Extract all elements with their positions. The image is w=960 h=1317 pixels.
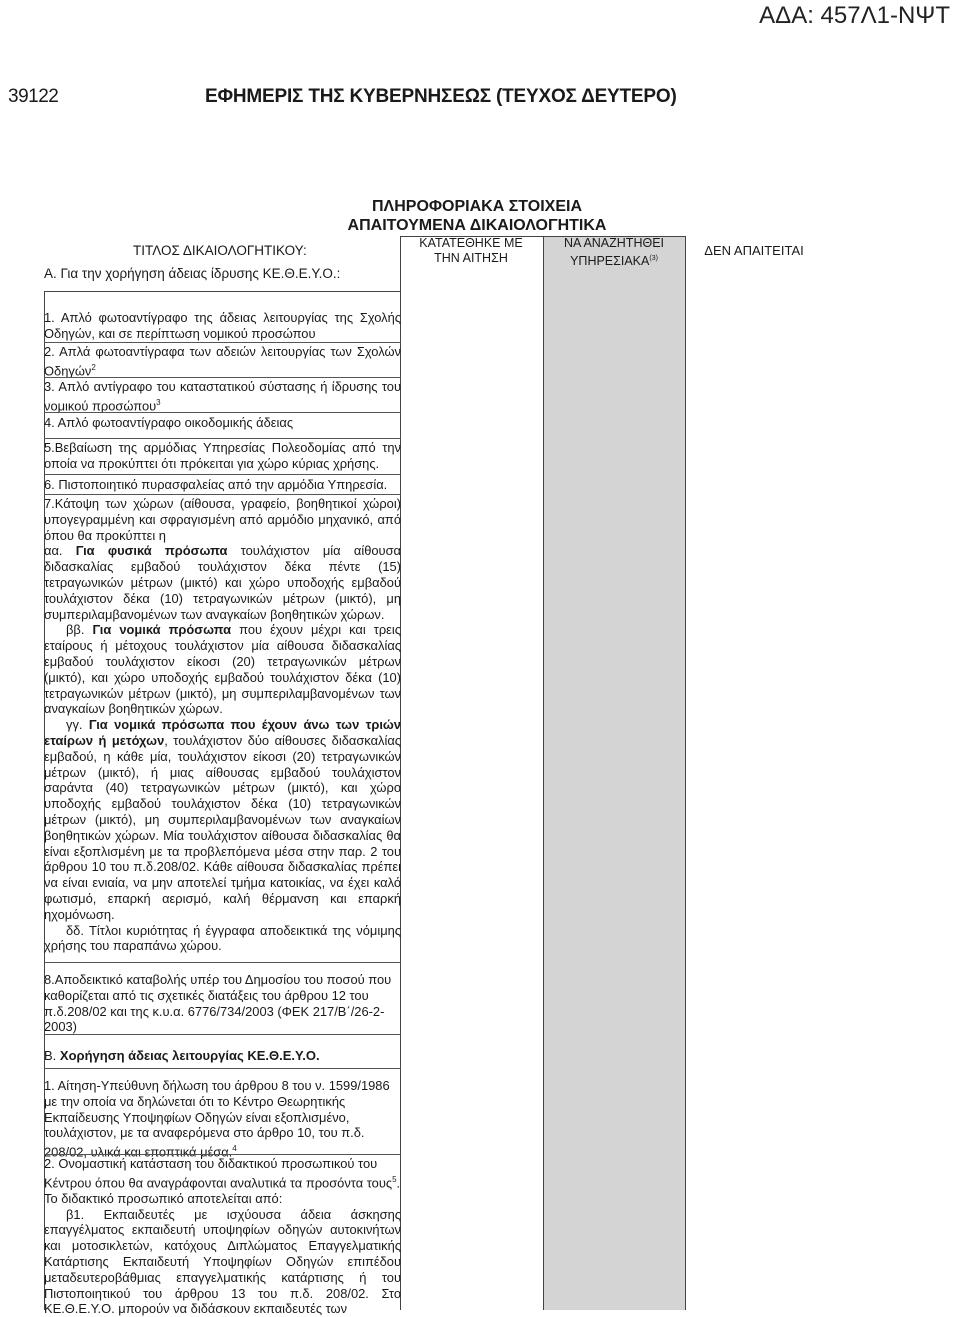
item-7-dd: δδ. Τίτλοι κυριότητας ή έγγραφα αποδεικτικά της νόμιμης χρήσης του παραπάνω χώρου. — [44, 922, 401, 954]
item-8: 8.Αποδεικτικό καταβολής υπέρ του Δημοσίου του ποσού που καθορίζεται από τις σχετικές διατάξεις του άρθρου 12 του π.δ.208/02 και της κ.υ.α. 6776/734/2003 (ΦΕΚ 217/Β΄/26-2-2003) — [44, 972, 392, 1035]
table-title-1: ΠΛΗΡΟΦΟΡΙΑΚΑ ΣΤΟΙΧΕΙΑ — [371, 198, 583, 215]
journal-title: ΕΦΗΜΕΡΙΣ ΤΗΣ ΚΥΒΕΡΝΗΣΕΩΣ (ΤΕΥΧΟΣ ΔΕΥΤΕΡΟ) — [205, 86, 677, 107]
column-submitted-header: ΚΑΤΑΤΕΘΗΚΕ ΜΕ ΤΗΝ ΑΙΤΗΣΗ — [419, 236, 523, 265]
column-title-header: ΤΙΤΛΟΣ ΔΙΚΑΙΟΛΟΓΗΤΙΚΟΥ: — [133, 243, 307, 258]
row-divider — [44, 1034, 401, 1035]
item-4: 4. Απλό φωτοαντίγραφο οικοδομικής άδειας — [44, 415, 294, 430]
item-1: 1. Απλό φωτοαντίγραφο της άδειας λειτουργίας της Σχολής Οδηγών, και σε περίπτωση νομικού προσώπου — [44, 310, 401, 341]
item-7: 7.Κάτοψη των χώρων (αίθουσα, γραφείο, βοηθητικοί χώροι) υπογεγραμμένη και σφραγισμένη από αρμόδιο μηχανικό, από όπου θα προκύπτει η αα. Για φυσικά πρόσωπα τουλάχιστον μία αίθουσα διδασκαλίας εμβαδού τουλάχιστον δέκα πέντε (15) τετραγωνικών μέτρων (μικτό) και χώρο υποδοχής εμβαδού τουλάχιστον δέκα (10) τετραγωνικών μέτρων (μικτό), μη συμπεριλαμβανομένων των αναγκαίων βοηθητικών χώρων. ββ. Για νομικά πρόσωπα που έχουν μέχρι και τρεις εταίρους ή μέτοχους τουλάχιστον μία αίθουσα διδασκαλίας εμβαδού τουλάχιστον είκοσι (20) τετραγωνικών μέτρων (μικτό), και χώρο υποδοχής εμβαδού τουλάχιστον δέκα (10) τετραγωνικών μέτρων (μικτό), μη συμπεριλαμβανομένων των αναγκαίων βοηθητικών χώρων. γγ. Για νομικά πρόσωπα που έχουν άνω των τριών εταίρων ή μετόχων, τουλάχιστον δύο αίθουσες διδασκαλίας εμβαδού, η κάθε μία, τουλάχιστον είκοσι (20) τετραγωνικών μέτρων (μικτό), ή μιας αίθουσας εμβαδού τουλάχιστον σαράντα (40) τετραγωνικών μέτρων (μικτό), και χώρο υποδοχής εμβαδού τουλάχιστον δέκα (10) τετραγωνικών μέτρων (μικτό), μη συμπεριλαμβανομένων των αναγκαίων βοηθητικών χώρων. Μία τουλάχιστον αίθουσα διδασκαλίας θα είναι εξοπλισμένη με τα προβλεπόμενα μέσα στην παρ. 2 του άρθρου 10 του π.δ.208/02. Κάθε αίθουσα διδασκαλίας πρέπει να είναι ενιαία, να μην αποτελεί τμήμα κατοικίας, να έχει καλό φωτισμό, επαρκή αερισμό, καλή θέρμανση και επαρκή ηχομόνωση. δδ. Τίτλοι κυριότητας ή έγγραφα αποδεικτικά της νόμιμης χρήσης του παραπάνω χώρου. — [44, 496, 402, 954]
item-2: 2. Απλά φωτοαντίγραφα των αδειών λειτουργίας των Σχολών Οδηγών$^2$ — [44, 344, 401, 379]
item-3: 3. Απλό αντίγραφο του καταστατικού σύστασης ή ίδρυσης του νομικού προσώπου$^3$ — [44, 379, 401, 414]
searched-column-shade-body — [543, 310, 685, 1310]
row-divider — [44, 342, 401, 343]
item-7-gg: γγ. Για νομικά πρόσωπα που έχουν άνω των τριών εταίρων ή μετόχων, τουλάχιστον δύο αίθουσες διδασκαλίας εμβαδού, η κάθε μία, τουλάχιστον είκοσι (20) τετραγωνικών μέτρων (μικτό), ή μιας αίθουσας εμβαδού τουλάχιστον σαράντα (40) τετραγωνικών μέτρων (μικτό), και χώρο υποδοχής εμβαδού τουλάχιστον δέκα (10) τετραγωνικών μέτρων (μικτό), μη συμπεριλαμβανομένων των αναγκαίων βοηθητικών χώρων. Μία τουλάχιστον αίθουσα διδασκαλίας θα είναι εξοπλισμένη με τα προβλεπόμενα μέσα στην παρ. 2 του άρθρου 10 του π.δ.208/02. Κάθε αίθουσα διδασκαλίας πρέπει να είναι ενιαία, να μην αποτελεί τμήμα κατοικίας, να έχει καλό φωτισμό, επαρκή αερισμό, καλή θέρμανση και επαρκή ηχομόνωση. — [44, 717, 402, 922]
row-divider — [44, 438, 401, 439]
item-5: 5.Βεβαίωση της αρμόδιας Υπηρεσίας Πολεοδομίας από την οποία να προκύπτει ότι πρόκειται για χώρο κύριας χρήσης. — [44, 440, 401, 471]
column-searched-header: ΝΑ ΑΝΑΖΗΤΗΘΕΙ ΥΠΗΡΕΣΙΑΚΑ$^{(3)}$ — [563, 236, 665, 269]
ada-code: ΑΔΑ: 457Λ1-ΝΨΤ — [759, 2, 950, 29]
row-divider — [44, 412, 401, 413]
row-divider — [44, 377, 401, 378]
section-a-heading: Α. Για την χορήγηση άδειας ίδρυσης ΚΕ.Θ.Ε.Υ.Ο.: — [44, 266, 341, 281]
b-item-1: 1. Αίτηση-Υπεύθυνη δήλωση του άρθρου 8 του ν. 1599/1986 με την οποία να δηλώνεται ότι το Κέντρο Θεωρητικής Εκπαίδευσης Υποψηφίων Οδηγών είναι εξοπλισμένο, τουλάχιστον, με τα αναφερόμενα στο άρθρο 10, του π.δ. 208/02, υλικά και εποπτικά μέσα.$^4$ — [44, 1078, 390, 1160]
item-7-aa: αα. Για φυσικά πρόσωπα τουλάχιστον μία αίθουσα διδασκαλίας εμβαδού τουλάχιστον δέκα πέντε (15) τετραγωνικών μέτρων (μικτό) και χώρο υποδοχής εμβαδού τουλάχιστον δέκα (10) τετραγωνικών μέτρων (μικτό), μη συμπεριλαμβανομένων των αναγκαίων βοηθητικών χώρων. — [44, 543, 401, 622]
column-divider — [685, 236, 686, 1310]
row-divider — [44, 1068, 401, 1069]
header-bottom-line — [44, 291, 401, 292]
b-item-2: 2. Ονομαστική κατάσταση του διδακτικού προσωπικού του Κέντρου όπου θα αναγράφονται αναλυτικά τα προσόντα τους$^5$. Το διδακτικό προσωπικό αποτελείται από: β1. Εκπαιδευτές με ισχύουσα άδεια άσκησης επαγγέλματος εκπαιδευτή υποψηφίων οδηγών αυτοκινήτων και μοτοσικλετών, κατόχους Διπλώματος Επαγγελματικής Κατάρτισης Εκπαιδευτή Υποψηφίων Οδηγών επιπέδου μεταδευτεροβάθμιας επαγγελματικής κατάρτισης ή του Πιστοποιητικού του άρθρου 13 του π.δ. 208/02. Στο ΚΕ.Θ.Ε.Υ.Ο. μπορούν να διδάσκουν εκπαιδευτές των — [44, 1156, 401, 1317]
row-divider — [44, 474, 401, 475]
item-7-bb: ββ. Για νομικά πρόσωπα που έχουν μέχρι και τρεις εταίρους ή μέτοχους τουλάχιστον μία αίθουσα διδασκαλίας εμβαδού τουλάχιστον είκοσι (20) τετραγωνικών μέτρων (μικτό), και χώρο υποδοχής εμβαδού τουλάχιστον δέκα (10) τετραγωνικών μέτρων (μικτό), μη συμπεριλαμβανομένων των αναγκαίων βοηθητικών χώρων. — [44, 622, 402, 717]
row-divider — [44, 962, 401, 963]
table-title-2: ΑΠΑΙΤΟΥΜΕΝΑ ΔΙΚΑΙΟΛΟΓΗΤΙΚΑ — [347, 217, 607, 234]
row-divider — [44, 494, 401, 495]
column-divider — [543, 236, 544, 1310]
row-divider — [44, 1154, 401, 1155]
item-6: 6. Πιστοποιητικό πυρασφαλείας από την αρμόδια Υπηρεσία. — [44, 477, 388, 492]
page-number: 39122 — [8, 86, 59, 107]
section-b-heading: Β. Χορήγηση άδειας λειτουργίας ΚΕ.Θ.Ε.Υ.Ο. — [44, 1048, 320, 1063]
column-not-required-header: ΔΕΝ ΑΠΑΙΤΕΙΤΑΙ — [704, 243, 804, 258]
